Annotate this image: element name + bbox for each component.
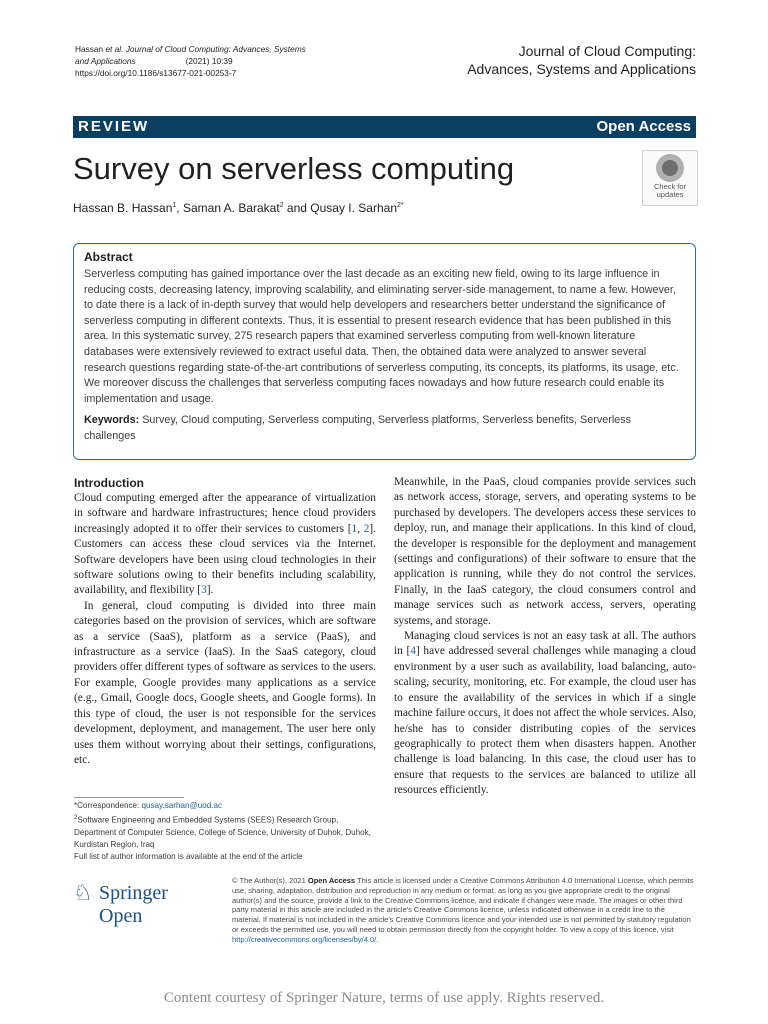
paragraph: Cloud computing emerged after the appearance of virtualization in software and hardware infrastructures; hence cloud providers increasingly adopted it to offer their services to customers [1, 2]. Customers can access these cloud services via the Internet. Software developers have been using cloud technologies in their software solutions owing to their benefits including scalability, availability, and flexibility [3]. <box>74 492 376 597</box>
license-link[interactable]: http://creativecommons.org/licenses/by/4.0/ <box>232 934 377 944</box>
paragraph: Managing cloud services is not an easy task at all. The authors in [4] have addressed several challenges while managing a cloud environment by a user such as availability, load balancing, auto-scaling, security, monitoring, etc. For example, the cloud user has to ensure the availability of the services in which if a single machine failure occurs, it does not affect the whole services. Also, he/she has to consider distributing copies of the services geographically to protect them when disasters happen. Another challenge is load balancing. In this case, the cloud user has to ensure that requests to the services are balanced to utilize all resources efficiently. <box>394 630 696 797</box>
paragraph: Meanwhile, in the PaaS, cloud companies provide services such as network access, storage, servers, and operating systems to be purchased by developers. The developers access these services to deploy, run, and manage their applications. In this kind of cloud, the developer is responsible for the deployment and management (settings and configurations) of their software to ensure that the application is running, while they do not control the services. Finally, in the IaaS category, the cloud consumers control and manage services such as network access, servers, operating systems, and storage. <box>394 476 696 627</box>
abstract-box <box>73 243 696 460</box>
crossmark-icon <box>656 154 684 182</box>
license-text: © The Author(s). 2021 Open Access This article is licensed under a Creative Commons Attribution 4.0 International License, which permits use, sharing, adaptation, distribution and reproduction in any medium or format, as long as you give appropriate credit to the original author(s) and the source, provide a link to the Creative Commons licence, and indicate if changes were made. The images or other third party material in this article are included in the article's Creative Commons licence, unless indicated otherwise in a credit line to the material. If material is not included in the article's Creative Commons licence and your intended use is not permitted by statutory regulation or exceeds the permitted use, you will need to obtain permission directly from the copyright holder. To view a copy of this licence, visit http://creativecommons.org/licenses/by/4.0/. <box>232 876 694 944</box>
journal-name: Journal of Cloud Computing: Advances, Systems and Applications <box>467 43 696 77</box>
citation-line-2: and Applications (2021) 10:39 <box>75 56 233 66</box>
courtesy-footer: Content courtesy of Springer Nature, terms of use apply. Rights reserved. <box>163 990 605 1006</box>
check-for-updates-button[interactable]: Check for updates <box>642 150 698 206</box>
footnotes: *Correspondence: qusay.sarhan@uod.ac $^2$Software Engineering and Embedded Systems (SEES) Research Group, Department of Computer Science, College of Science, University of Duhok, Duhok, Kurdistan Region, Iraq Full list of author information is available at the end of the article <box>74 801 371 861</box>
citation-link[interactable]: 3 <box>201 584 207 597</box>
citation-line-1: Hassan et al. Journal of Cloud Computing: Advances, Systems <box>75 44 306 54</box>
correspondence-email-link[interactable]: qusay.sarhan@uod.ac <box>141 801 223 810</box>
springer-open-logo: ♘ Springer Open <box>73 880 168 927</box>
footnote-divider <box>74 797 184 798</box>
article-type-bar <box>73 116 696 138</box>
citation-link[interactable]: 1 <box>351 522 358 535</box>
citation-link[interactable]: 4 <box>410 645 416 658</box>
abstract-text: Serverless computing has gained importance over the last decade as an exciting new field, owing to its large influence in reducing costs, decreasing latency, improving scalability, and eliminating server-side management, to name a few. However, to date there is a lack of in-depth survey that would help developers and researchers better understand the significance of serverless computing in different contexts. Thus, it is essential to present research evidence that has been published in this area. In this systematic survey, 275 research papers that examined serverless computing from well-known literature databases were extensively reviewed to extract useful data. Then, the obtained data were analyzed to answer several research questions regarding state-of-the-art contributions of serverless computing, its concepts, its platforms, its usage, etc. We moreover discuss the challenges that serverless computing faces nowadays and how future research could enable its implementation and usage. <box>84 268 679 405</box>
body-column-right <box>394 475 696 799</box>
keywords: Keywords: Survey, Cloud computing, Serverless computing, Serverless platforms, Serverless benefits, Serverless challenges <box>84 414 632 442</box>
citation-link[interactable]: 2 <box>363 522 370 535</box>
paragraph: In general, cloud computing is divided into three main categories based on the provision of services, which are software as a service (SaaS), platform as a service (PaaS), and infrastructure as a service (IaaS). In the SaaS category, cloud providers offer different types of software as services to the users. For example, Google provides many applications as a service (e.g., Gmail, Google docs, Google sheets, and Google forms). In this type of cloud, the user is not responsible for the services development, deployment, and management. The user here only uses them without worrying about their settings, configurations, etc. <box>74 599 376 766</box>
paper-title: Survey on serverless computing <box>73 151 515 186</box>
body-column-left <box>74 475 376 768</box>
springer-horse-icon: ♘ <box>73 880 93 905</box>
author-list: Hassan B. Hassan$^1$, Saman A. Barakat$^2$ and Qusay I. Sarhan$^{2*}$ <box>73 201 404 215</box>
citation-block <box>75 43 375 79</box>
abstract-heading: Abstract <box>84 250 133 264</box>
section-heading-introduction: Introduction <box>74 476 144 490</box>
open-access-label: Open Access <box>596 118 691 135</box>
doi-link[interactable]: https://doi.org/10.1186/s13677-021-00253-7 <box>75 68 237 78</box>
article-type-label: REVIEW <box>78 118 150 135</box>
